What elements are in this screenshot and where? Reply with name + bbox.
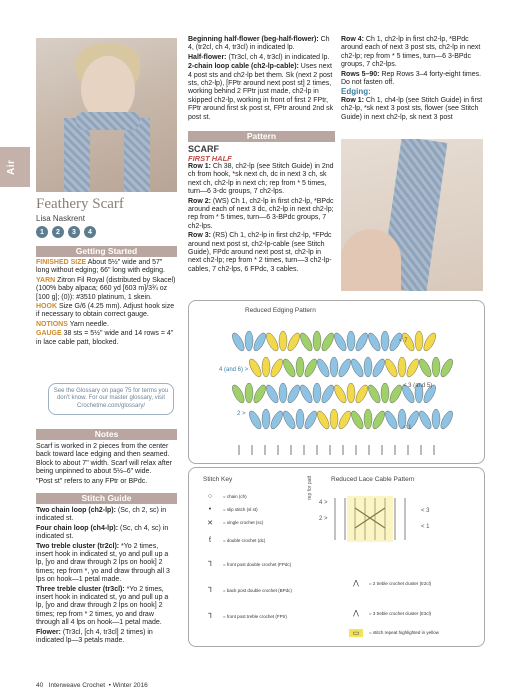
edging-row4-label: 4 (and 6) > — [219, 367, 249, 373]
petal-mark — [388, 383, 404, 404]
sg-beg-half-flower-name: Beginning half-flower (beg-half-flower): — [188, 36, 319, 43]
skill-level-1: 1 — [36, 226, 48, 238]
skill-level-4: 4 — [84, 226, 96, 238]
key-chain-label: = chain (ch) — [223, 494, 247, 499]
rep-for-patt-label: rep for patt — [307, 475, 313, 500]
petal-mark — [417, 357, 433, 378]
petal-mark — [286, 331, 302, 352]
petal-mark — [332, 383, 348, 404]
key-repeat — [349, 626, 479, 639]
petal-mark — [366, 383, 382, 404]
petal-mark — [264, 383, 280, 404]
sg-flower-name: Flower: — [36, 628, 61, 636]
petal-mark — [332, 331, 348, 352]
stitch-key-list-right — [349, 566, 479, 639]
lace-row3-label: < 3 — [421, 508, 430, 514]
petal-mark — [405, 357, 421, 378]
petal-mark — [247, 357, 263, 378]
petal-mark — [349, 409, 365, 430]
petal-mark — [354, 383, 370, 404]
petal-mark — [383, 357, 399, 378]
double-crochet-symbol-icon: ƭ — [209, 536, 211, 544]
rows5-90-name: Rows 5–90: — [341, 70, 380, 78]
sg-tr3cl-text: *Yo 2 times, insert hook in indicated st, yo and pull up a lp, [yo and draw through 2 lps on hook] 2 times; rep from * 2 times, yo and draw through all 4 lps on hook—1 petal made. — [36, 585, 169, 627]
petal-mark — [337, 357, 353, 378]
row1-name: Row 1: — [188, 163, 211, 170]
issue: Winter 2016 — [112, 682, 148, 689]
petal-mark — [252, 383, 268, 404]
lace-row2-label: 2 > — [319, 516, 328, 522]
hook-label: HOOK — [36, 303, 57, 311]
sg-half-flower-name: Half-flower: — [188, 53, 227, 61]
stitch-key-box — [188, 467, 485, 647]
petal-mark — [245, 383, 253, 403]
key-chain — [203, 490, 323, 503]
petal-mark — [313, 383, 321, 403]
section-tab — [0, 147, 30, 187]
scarf-heading: SCARF — [188, 144, 219, 154]
petal-mark — [371, 357, 387, 378]
model-photo — [36, 38, 177, 192]
petal-mark — [432, 357, 440, 377]
skill-levels — [36, 226, 96, 238]
petal-mark — [422, 331, 438, 352]
row3-name: Row 3: — [188, 232, 211, 240]
petal-mark — [281, 357, 297, 378]
notions: Yarn needle. — [69, 320, 109, 328]
notes-heading: Notes — [36, 429, 177, 440]
petal-mark — [381, 331, 389, 351]
petal-mark — [349, 357, 365, 378]
yarn: Zitron Fil Royal (distributed by Skacel) (100% baby alpaca; 660 yd [603 m]/3¾ oz [100 g]; (0)): #3510 platinum, 1 skein. — [36, 276, 176, 301]
petal-mark — [320, 383, 336, 404]
sg-ch4lp-text: (Sc, ch 4, sc) in indicated st. — [36, 524, 169, 541]
petal-mark — [264, 331, 280, 352]
edging-chart — [188, 300, 485, 464]
petal-mark — [415, 331, 423, 351]
detail-photo — [341, 139, 483, 291]
petal-mark — [281, 409, 297, 430]
tr3cl-symbol-icon: ⋀ — [353, 610, 359, 617]
key-sc-label: = single crochet (sc) — [223, 520, 264, 525]
col2-stitch-guide-cont — [188, 36, 335, 123]
getting-started-body — [36, 259, 177, 348]
petal-mark — [298, 383, 314, 404]
lace-row4-label: 4 > — [319, 500, 328, 506]
notions-label: NOTIONS — [36, 320, 68, 328]
key-tr2cl — [349, 566, 479, 600]
petal-mark — [337, 409, 353, 430]
stitch-guide-heading: Stitch Guide — [36, 493, 177, 504]
petal-mark — [262, 357, 270, 377]
notes-body — [36, 443, 177, 487]
edging-row3-label: < 3 (and 5) — [403, 383, 433, 389]
repeat-highlight-icon: ▭ — [349, 629, 363, 637]
petal-mark — [315, 357, 331, 378]
getting-started-heading: Getting Started — [36, 246, 177, 257]
petal-mark — [252, 331, 268, 352]
petal-mark — [383, 409, 399, 430]
key-repeat-label: = stitch repeat highlighted in yellow — [369, 630, 439, 635]
yarn-label: YARN — [36, 276, 56, 284]
stitch-key-list — [203, 490, 323, 629]
key-bpdc-label: = back post double crochet (BPdc) — [223, 587, 292, 593]
petal-mark — [303, 409, 319, 430]
petal-mark — [330, 357, 338, 377]
sg-tr2cl-text: *Yo 2 times, insert hook in indicated st, yo and pull up a lp, [yo and draw through 2 lps on hook] 2 times; rep from *, yo and draw through all 3 lps on hook—1 petal made. — [36, 542, 170, 584]
edging-heading: Edging: — [341, 87, 371, 97]
row4-text: Ch 1, ch2-lp in first ch2-lp, *BPdc around each of next 3 post sts, ch2-lp in next ch2-lp; rep from * 5 times, turn—6 3-BPdc groups, 7 ch2-lps. — [341, 36, 481, 69]
sg-ch2lp-text: (Sc, ch 2, sc) in indicated st. — [36, 507, 167, 523]
row1-text: Ch 38, ch2-lp (see Stitch Guide) in 2nd ch from hook, *sk next ch, dc in next 3 ch, sk next ch, ch2-lp in next ch; rep from * 5 times, turn—6 3-dc groups, 7 ch2-lps. — [188, 163, 334, 196]
petal-mark — [398, 357, 406, 377]
key-fpdc-label: = front post double crochet (FPdc) — [223, 561, 292, 567]
glossary-note-text: See the Glossary on page 75 for terms you don't know. For our master glossary, visit Crochetme.com/glossary/ — [53, 388, 169, 409]
rows5-90-text: Rep Rows 3–4 forty-eight times. Do not fasten off. — [341, 70, 482, 87]
sg-cable-name: 2-chain loop cable (ch2-lp-cable): — [188, 63, 299, 71]
petal-mark — [439, 409, 455, 430]
sg-beg-half-flower-text: Ch 4, (tr2cl, ch 4, tr3cl) in indicated lp. — [188, 36, 330, 52]
magazine-name: Interweave Crochet — [48, 682, 106, 689]
chain-symbol-icon: ○ — [207, 493, 213, 500]
lace-row1-label: < 1 — [421, 524, 430, 530]
petal-mark — [303, 357, 319, 378]
petal-mark — [269, 357, 285, 378]
petal-mark — [364, 357, 372, 377]
key-sc — [203, 516, 323, 529]
first-half-heading: FIRST HALF — [188, 154, 232, 163]
petal-mark — [269, 409, 285, 430]
skill-level-2: 2 — [52, 226, 64, 238]
stitch-key-title: Stitch Key — [203, 476, 233, 483]
key-dc-label: = double crochet (dc) — [223, 537, 266, 543]
finished-size-label: FINISHED SIZE — [36, 259, 87, 266]
petal-mark — [279, 383, 287, 403]
petal-mark — [245, 331, 253, 351]
petal-mark — [347, 383, 355, 403]
petal-mark — [279, 331, 287, 351]
lace-chart-title: Reduced Lace Cable Pattern — [331, 476, 415, 483]
petal-mark — [315, 409, 331, 430]
petal-mark — [313, 331, 321, 351]
sg-cable-text: Uses next 4 post sts and ch2-lp bet them. Sk (next 2 post sts, ch2-lp), [FPtr around next post st] 2 times, working behind 2 FPtr just made, ch2-lp in skipped ch2-lp, working in front of first 2 FPtr, FPtr around first sk post st, FPtr around 2nd sk post st. — [188, 63, 334, 121]
skill-level-3: 3 — [68, 226, 80, 238]
edging-row1-label: < 1 — [403, 425, 412, 431]
notes-p1: Scarf is worked in 2 pieces from the center back toward lace edging and then seamed. Block to about 7" width. Scarf will relax after being unpinned to about 5½–6" wide. — [36, 443, 172, 476]
sg-flower-text: (Tr3cl, [ch 4, tr3cl] 2 times) in indicated lp—3 petals made. — [36, 628, 153, 645]
petal-mark — [417, 409, 433, 430]
key-dc — [203, 529, 323, 551]
petal-mark — [320, 331, 336, 352]
footer: 40 Interweave Crochet • Winter 2016 — [36, 682, 148, 689]
gauge-label: GAUGE — [36, 330, 62, 338]
pattern-rows — [188, 163, 335, 274]
col3-rows — [341, 36, 483, 123]
stitch-guide-body — [36, 507, 177, 647]
glossary-note — [48, 383, 174, 415]
sg-half-flower-text: (Tr3cl, ch 4, tr3cl) in indicated lp. — [226, 53, 330, 61]
key-fptr — [203, 603, 323, 629]
petal-mark — [247, 409, 263, 430]
petal-mark — [347, 331, 355, 351]
edging-chart-title: Reduced Edging Pattern — [245, 307, 316, 314]
section-tab-label: Air — [6, 159, 17, 175]
petal-mark — [432, 409, 440, 429]
key-tr2cl-label: = 2 treble crochet cluster (tr2cl) — [369, 580, 432, 586]
fpdc-symbol-icon: Ꞁ — [208, 561, 212, 568]
petal-mark — [330, 409, 338, 429]
row2-name: Row 2: — [188, 197, 211, 205]
lace-chart-drawing — [317, 488, 427, 548]
petal-mark — [354, 331, 370, 352]
bpdc-symbol-icon: Ꞁ — [208, 587, 212, 594]
sg-tr2cl-name: Two treble cluster (tr2cl): — [36, 542, 120, 550]
edging-row7-label: < 7 — [399, 338, 408, 344]
sg-tr3cl-name: Three treble cluster (tr3cl): — [36, 585, 125, 593]
slip-stitch-symbol-icon: • — [208, 506, 212, 513]
petal-mark — [371, 409, 387, 430]
sg-ch2lp-name: Two chain loop (ch2-lp): — [36, 507, 116, 514]
key-tr3cl — [349, 600, 479, 626]
hook: Size G/6 (4.25 mm). Adjust hook size if necessary to obtain correct gauge. — [36, 303, 175, 319]
key-fpdc — [203, 551, 323, 577]
finished-size: About 5½" wide and 57" long without edging; 66" long with edging. — [36, 259, 165, 275]
key-slip-label: = slip stitch (sl st) — [223, 507, 258, 512]
fptr-symbol-icon: Ꞁ — [208, 613, 212, 620]
page-number: 40 — [36, 682, 44, 689]
petal-mark — [262, 409, 270, 429]
row3-text: (RS) Ch 1, ch2-lp in first ch2-lp, *FPdc around next post st, ch2-lp-cable (see Stitch Guide), FPdc around next post st, ch2-lp in next ch2-lp; rep from * 2 times, turn—3 ch2-lp- cables, 7 ch2-lps, 6 FPdc, 3 cables. — [188, 232, 332, 273]
sg-ch4lp-name: Four chain loop (ch4-lp): — [36, 524, 119, 532]
key-bpdc — [203, 577, 323, 603]
pattern-title: Feathery Scarf — [36, 196, 124, 212]
gauge: 38 sts = 5½" wide and 14 rows = 4" in lace cable patt, blocked. — [36, 330, 174, 346]
pattern-heading: Pattern — [188, 131, 335, 142]
key-fptr-label: = front post treble crochet (FPtr) — [223, 613, 287, 619]
row4-name: Row 4: — [341, 36, 364, 43]
petal-mark — [381, 383, 389, 403]
key-slip — [203, 503, 323, 516]
petal-mark — [298, 331, 314, 352]
single-crochet-symbol-icon: ✕ — [207, 519, 213, 527]
notes-p2: "Post st" refers to any FPtr or BPdc. — [36, 477, 148, 485]
petal-mark — [296, 357, 304, 377]
edging-chart-drawing — [209, 323, 469, 459]
pattern-body — [188, 144, 335, 275]
tr2cl-symbol-icon: ⋀ — [353, 580, 359, 587]
petal-mark — [439, 357, 455, 378]
repeat-highlight-mark — [347, 496, 393, 542]
petal-mark — [286, 383, 302, 404]
edging-row2-label: 2 > — [237, 411, 246, 417]
petal-mark — [296, 409, 304, 429]
row2-text: (WS) Ch 1, ch2-lp in first ch2-lp, *BPdc around each of next 3 dc, ch2-lp in next ch2-lp; rep from * 5 times, turn—6 3-BPdc groups, 7 ch2-lps. — [188, 197, 334, 230]
designer-name: Lisa Naskrent — [36, 214, 85, 223]
petal-mark — [364, 409, 372, 429]
edging-row1-text: Ch 1, ch4-lp (see Stitch Guide) in first ch2-lp, *sk next 3 post sts, flower (see Stitch Guide) in next ch2-lp, sk next 3 post — [341, 96, 483, 121]
petal-mark — [230, 331, 246, 352]
petal-mark — [366, 331, 382, 352]
edging-row1-name: Row 1: — [341, 96, 364, 104]
petal-mark — [230, 383, 246, 404]
key-tr3cl-label: = 3 treble crochet cluster (tr3cl) — [369, 610, 432, 616]
